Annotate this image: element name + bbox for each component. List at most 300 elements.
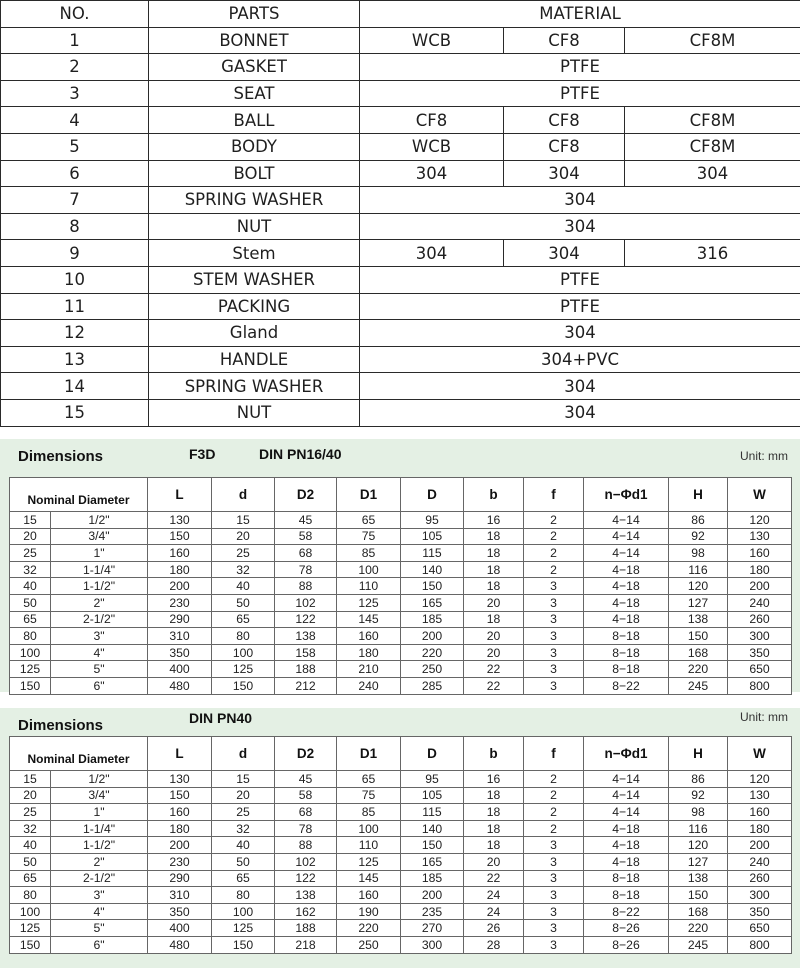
dimensions-row — [10, 920, 792, 937]
dimension-cell: 58 — [275, 528, 337, 545]
material-value: 304 — [360, 213, 800, 240]
parts-material-row — [1, 213, 800, 240]
dimension-cell: 162 — [275, 903, 337, 920]
parts-material-row — [1, 54, 800, 81]
dimensions-row — [10, 870, 792, 887]
dimension-cell: 2 — [524, 545, 584, 562]
dimension-cell: 32 — [10, 561, 51, 578]
dimension-cell: 350 — [148, 903, 212, 920]
dimension-cell: 180 — [148, 561, 212, 578]
parts-material-row — [1, 107, 800, 134]
dimension-cell: 3 — [524, 853, 584, 870]
dimensions-row — [10, 661, 792, 678]
dimension-cell: 160 — [337, 628, 401, 645]
parts-material-row — [1, 27, 800, 54]
dimension-cell: 18 — [464, 578, 524, 595]
header-no: NO. — [1, 1, 149, 28]
dimension-cell: 240 — [728, 853, 792, 870]
dimension-cell: 116 — [669, 561, 728, 578]
dimension-cell: 218 — [275, 936, 337, 953]
dimension-cell: 120 — [728, 512, 792, 529]
material-value: 304 — [360, 240, 504, 267]
dimension-cell: 480 — [148, 936, 212, 953]
dimension-cell: 160 — [148, 545, 212, 562]
dimension-cell: 20 — [212, 528, 275, 545]
part-name: STEM WASHER — [149, 266, 360, 293]
part-number: 1 — [1, 27, 149, 54]
dimension-cell: 8−26 — [584, 920, 669, 937]
dimension-cell: 95 — [401, 771, 464, 788]
dimension-cell: 4" — [51, 903, 148, 920]
dimension-cell: 92 — [669, 528, 728, 545]
dimension-cell: 120 — [669, 578, 728, 595]
dimension-cell: 138 — [275, 628, 337, 645]
header-material: MATERIAL — [360, 1, 800, 28]
column-header: D1 — [337, 737, 401, 771]
dimension-cell: 24 — [464, 887, 524, 904]
material-value: WCB — [360, 27, 504, 54]
dimension-cell: 180 — [337, 644, 401, 661]
dimension-cell: 25 — [10, 804, 51, 821]
column-header: H — [669, 478, 728, 512]
material-value: 304+PVC — [360, 346, 800, 373]
dimension-cell: 125 — [10, 920, 51, 937]
part-number: 9 — [1, 240, 149, 267]
dimensions-table-body — [10, 771, 792, 954]
dimension-cell: 150 — [669, 887, 728, 904]
parts-material-row — [1, 399, 800, 426]
column-header: W — [728, 737, 792, 771]
dimension-cell: 140 — [401, 820, 464, 837]
part-number: 10 — [1, 266, 149, 293]
dimension-cell: 100 — [10, 903, 51, 920]
dimension-cell: 165 — [401, 853, 464, 870]
material-value: 304 — [504, 160, 625, 187]
dimension-cell: 65 — [212, 870, 275, 887]
panel-standard: DIN PN40 — [189, 710, 253, 726]
dimension-cell: 4−14 — [584, 787, 669, 804]
dimensions-row — [10, 628, 792, 645]
material-value: 304 — [360, 320, 800, 347]
dimension-cell: 212 — [275, 677, 337, 694]
dimension-cell: 138 — [669, 611, 728, 628]
dimension-cell: 3/4" — [51, 528, 148, 545]
panel-unit: Unit: mm — [740, 449, 788, 463]
dimension-cell: 3" — [51, 887, 148, 904]
dimension-cell: 150 — [148, 787, 212, 804]
column-header-nominal-diameter: Nominal Diameter — [10, 737, 148, 771]
dimension-cell: 4−18 — [584, 561, 669, 578]
dimension-cell: 250 — [401, 661, 464, 678]
dimension-cell: 4" — [51, 644, 148, 661]
dimension-cell: 3 — [524, 644, 584, 661]
dimension-cell: 100 — [212, 644, 275, 661]
dimension-cell: 68 — [275, 804, 337, 821]
dimension-cell: 1" — [51, 804, 148, 821]
dimension-cell: 140 — [401, 561, 464, 578]
dimension-cell: 188 — [275, 920, 337, 937]
dimension-cell: 32 — [212, 561, 275, 578]
dimension-cell: 130 — [728, 787, 792, 804]
dimension-cell: 1-1/4" — [51, 561, 148, 578]
header-parts: PARTS — [149, 1, 360, 28]
dimension-cell: 20 — [464, 628, 524, 645]
column-header: D2 — [275, 737, 337, 771]
dimension-cell: 125 — [212, 661, 275, 678]
dimension-cell: 130 — [728, 528, 792, 545]
dimension-cell: 122 — [275, 870, 337, 887]
dimension-cell: 350 — [728, 903, 792, 920]
dimension-cell: 20 — [10, 528, 51, 545]
dimension-cell: 105 — [401, 528, 464, 545]
column-header: f — [524, 478, 584, 512]
dimension-cell: 1-1/4" — [51, 820, 148, 837]
dimension-cell: 100 — [337, 820, 401, 837]
dimension-cell: 138 — [669, 870, 728, 887]
dimension-cell: 180 — [148, 820, 212, 837]
dimensions-row — [10, 644, 792, 661]
column-header: W — [728, 478, 792, 512]
dimension-cell: 78 — [275, 820, 337, 837]
dimension-cell: 3 — [524, 870, 584, 887]
part-name: SEAT — [149, 80, 360, 107]
dimension-cell: 120 — [728, 771, 792, 788]
dimension-cell: 200 — [148, 837, 212, 854]
part-number: 2 — [1, 54, 149, 81]
parts-material-table-body — [1, 1, 800, 427]
panel-unit: Unit: mm — [740, 710, 788, 724]
dimension-cell: 300 — [728, 887, 792, 904]
dimension-cell: 75 — [337, 528, 401, 545]
dimension-cell: 120 — [669, 837, 728, 854]
dimension-cell: 22 — [464, 677, 524, 694]
dimension-cell: 3 — [524, 903, 584, 920]
dimension-cell: 260 — [728, 611, 792, 628]
part-name: Stem — [149, 240, 360, 267]
dimension-cell: 122 — [275, 611, 337, 628]
column-header-nominal-diameter: Nominal Diameter — [10, 478, 148, 512]
dimension-cell: 290 — [148, 611, 212, 628]
dimension-cell: 85 — [337, 804, 401, 821]
dimension-cell: 110 — [337, 578, 401, 595]
panel-standard: DIN PN16/40 — [259, 446, 342, 462]
dimension-cell: 8−22 — [584, 903, 669, 920]
parts-material-table-section — [0, 0, 800, 430]
dimension-cell: 80 — [10, 887, 51, 904]
dimension-cell: 40 — [10, 837, 51, 854]
panel-title: Dimensions — [18, 448, 104, 465]
dimension-cell: 4−18 — [584, 578, 669, 595]
part-name: HANDLE — [149, 346, 360, 373]
part-name: BALL — [149, 107, 360, 134]
dimensions-row — [10, 545, 792, 562]
dimension-cell: 3 — [524, 594, 584, 611]
dimension-cell: 15 — [212, 771, 275, 788]
dimension-cell: 25 — [10, 545, 51, 562]
dimension-cell: 4−14 — [584, 528, 669, 545]
dimension-cell: 200 — [401, 628, 464, 645]
dimensions-row — [10, 677, 792, 694]
part-name: BOLT — [149, 160, 360, 187]
part-name: SPRING WASHER — [149, 187, 360, 214]
dimensions-header-row — [10, 478, 792, 512]
dimension-cell: 115 — [401, 804, 464, 821]
dimension-cell: 130 — [148, 771, 212, 788]
part-name: BONNET — [149, 27, 360, 54]
dimensions-panel-f3d — [0, 439, 800, 692]
dimension-cell: 145 — [337, 870, 401, 887]
dimensions-row — [10, 820, 792, 837]
dimension-cell: 800 — [728, 936, 792, 953]
dimension-cell: 8−18 — [584, 628, 669, 645]
dimension-cell: 2" — [51, 853, 148, 870]
material-value: CF8M — [625, 133, 800, 160]
panel-code: F3D — [189, 446, 216, 462]
dimension-cell: 2 — [524, 512, 584, 529]
dimension-cell: 285 — [401, 677, 464, 694]
dimension-cell: 3 — [524, 661, 584, 678]
dimension-cell: 130 — [148, 512, 212, 529]
material-value: CF8 — [504, 133, 625, 160]
dimension-cell: 150 — [401, 837, 464, 854]
material-value: 304 — [504, 240, 625, 267]
parts-material-row — [1, 80, 800, 107]
dimension-cell: 480 — [148, 677, 212, 694]
parts-material-row — [1, 266, 800, 293]
dimensions-table — [9, 736, 792, 954]
dimension-cell: 20 — [464, 644, 524, 661]
dimension-cell: 22 — [464, 661, 524, 678]
dimension-cell: 2-1/2" — [51, 611, 148, 628]
dimension-cell: 160 — [337, 887, 401, 904]
dimension-cell: 98 — [669, 804, 728, 821]
dimension-cell: 1/2" — [51, 771, 148, 788]
dimension-cell: 350 — [148, 644, 212, 661]
parts-material-table — [0, 0, 800, 427]
dimension-cell: 150 — [401, 578, 464, 595]
dimensions-row — [10, 512, 792, 529]
material-value: CF8 — [504, 27, 625, 54]
column-header: D2 — [275, 478, 337, 512]
dimension-cell: 3 — [524, 611, 584, 628]
material-value: 304 — [360, 399, 800, 426]
dimension-cell: 15 — [212, 512, 275, 529]
dimension-cell: 40 — [10, 578, 51, 595]
part-name: NUT — [149, 399, 360, 426]
dimension-cell: 4−14 — [584, 545, 669, 562]
dimension-cell: 4−14 — [584, 771, 669, 788]
dimension-cell: 85 — [337, 545, 401, 562]
dimension-cell: 75 — [337, 787, 401, 804]
dimension-cell: 20 — [464, 594, 524, 611]
dimension-cell: 200 — [148, 578, 212, 595]
dimension-cell: 65 — [212, 611, 275, 628]
material-value: PTFE — [360, 293, 800, 320]
dimension-cell: 32 — [212, 820, 275, 837]
dimensions-row — [10, 837, 792, 854]
parts-material-row — [1, 160, 800, 187]
dimension-cell: 65 — [10, 870, 51, 887]
dimension-cell: 1/2" — [51, 512, 148, 529]
dimension-cell: 245 — [669, 677, 728, 694]
material-value: WCB — [360, 133, 504, 160]
dimension-cell: 18 — [464, 837, 524, 854]
dimension-cell: 2 — [524, 804, 584, 821]
dimension-cell: 25 — [212, 804, 275, 821]
part-number: 8 — [1, 213, 149, 240]
dimension-cell: 127 — [669, 853, 728, 870]
dimension-cell: 115 — [401, 545, 464, 562]
dimension-cell: 180 — [728, 820, 792, 837]
dimension-cell: 250 — [337, 936, 401, 953]
material-value: 304 — [360, 160, 504, 187]
dimension-cell: 180 — [728, 561, 792, 578]
part-number: 5 — [1, 133, 149, 160]
dimension-cell: 235 — [401, 903, 464, 920]
part-name: PACKING — [149, 293, 360, 320]
dimension-cell: 160 — [728, 804, 792, 821]
dimension-cell: 18 — [464, 611, 524, 628]
dimension-cell: 8−18 — [584, 661, 669, 678]
part-number: 3 — [1, 80, 149, 107]
part-number: 6 — [1, 160, 149, 187]
part-number: 7 — [1, 187, 149, 214]
dimension-cell: 1-1/2" — [51, 837, 148, 854]
material-value: 304 — [625, 160, 800, 187]
dimension-cell: 1-1/2" — [51, 578, 148, 595]
dimension-cell: 350 — [728, 644, 792, 661]
dimension-cell: 650 — [728, 661, 792, 678]
dimension-cell: 150 — [212, 677, 275, 694]
dimension-cell: 100 — [10, 644, 51, 661]
dimension-cell: 28 — [464, 936, 524, 953]
dimension-cell: 8−18 — [584, 870, 669, 887]
dimensions-row — [10, 853, 792, 870]
dimension-cell: 18 — [464, 804, 524, 821]
dimension-cell: 150 — [10, 936, 51, 953]
dimension-cell: 145 — [337, 611, 401, 628]
dimension-cell: 86 — [669, 771, 728, 788]
part-name: GASKET — [149, 54, 360, 81]
dimension-cell: 127 — [669, 594, 728, 611]
dimension-cell: 4−14 — [584, 512, 669, 529]
parts-material-header-row — [1, 1, 800, 28]
dimension-cell: 310 — [148, 887, 212, 904]
dimension-cell: 3 — [524, 628, 584, 645]
dimension-cell: 220 — [669, 920, 728, 937]
dimension-cell: 125 — [10, 661, 51, 678]
part-number: 12 — [1, 320, 149, 347]
dimension-cell: 15 — [10, 512, 51, 529]
part-number: 14 — [1, 373, 149, 400]
column-header: b — [464, 737, 524, 771]
dimension-cell: 240 — [337, 677, 401, 694]
material-value: PTFE — [360, 80, 800, 107]
dimension-cell: 15 — [10, 771, 51, 788]
dimension-cell: 18 — [464, 820, 524, 837]
dimension-cell: 185 — [401, 870, 464, 887]
dimension-cell: 190 — [337, 903, 401, 920]
dimension-cell: 3/4" — [51, 787, 148, 804]
dimension-cell: 65 — [10, 611, 51, 628]
dimension-cell: 3 — [524, 887, 584, 904]
dimension-cell: 95 — [401, 512, 464, 529]
dimension-cell: 5" — [51, 661, 148, 678]
material-value: 304 — [360, 187, 800, 214]
dimension-cell: 98 — [669, 545, 728, 562]
dimensions-panel-pn40 — [0, 708, 800, 968]
dimension-cell: 92 — [669, 787, 728, 804]
dimension-cell: 150 — [669, 628, 728, 645]
dimensions-row — [10, 561, 792, 578]
dimension-cell: 3 — [524, 578, 584, 595]
column-header: d — [212, 737, 275, 771]
column-header: D — [401, 737, 464, 771]
material-value: PTFE — [360, 54, 800, 81]
dimension-cell: 4−18 — [584, 594, 669, 611]
column-header: n−Φd1 — [584, 737, 669, 771]
dimension-cell: 138 — [275, 887, 337, 904]
parts-material-row — [1, 320, 800, 347]
dimensions-row — [10, 887, 792, 904]
dimension-cell: 185 — [401, 611, 464, 628]
dimension-cell: 50 — [10, 853, 51, 870]
dimension-cell: 3 — [524, 837, 584, 854]
dimension-cell: 58 — [275, 787, 337, 804]
dimension-cell: 125 — [212, 920, 275, 937]
dimensions-row — [10, 787, 792, 804]
dimension-cell: 100 — [337, 561, 401, 578]
part-name: NUT — [149, 213, 360, 240]
dimension-cell: 116 — [669, 820, 728, 837]
material-value: CF8M — [625, 107, 800, 134]
dimensions-table-body — [10, 512, 792, 695]
dimension-cell: 3 — [524, 936, 584, 953]
dimension-cell: 245 — [669, 936, 728, 953]
part-name: Gland — [149, 320, 360, 347]
material-value: PTFE — [360, 266, 800, 293]
dimension-cell: 88 — [275, 578, 337, 595]
dimension-cell: 50 — [10, 594, 51, 611]
dimension-cell: 300 — [401, 936, 464, 953]
dimension-cell: 4−18 — [584, 853, 669, 870]
dimension-cell: 110 — [337, 837, 401, 854]
dimension-cell: 5" — [51, 920, 148, 937]
part-number: 11 — [1, 293, 149, 320]
dimensions-row — [10, 528, 792, 545]
material-value: CF8 — [504, 107, 625, 134]
dimension-cell: 310 — [148, 628, 212, 645]
dimension-cell: 220 — [401, 644, 464, 661]
dimension-cell: 2 — [524, 561, 584, 578]
dimension-cell: 86 — [669, 512, 728, 529]
dimension-cell: 4−14 — [584, 804, 669, 821]
dimension-cell: 80 — [10, 628, 51, 645]
dimensions-row — [10, 936, 792, 953]
dimension-cell: 160 — [728, 545, 792, 562]
part-number: 4 — [1, 107, 149, 134]
dimension-cell: 2 — [524, 771, 584, 788]
dimension-cell: 4−18 — [584, 611, 669, 628]
dimensions-row — [10, 594, 792, 611]
dimension-cell: 45 — [275, 771, 337, 788]
dimension-cell: 150 — [212, 936, 275, 953]
dimension-cell: 165 — [401, 594, 464, 611]
column-header: d — [212, 478, 275, 512]
dimension-cell: 400 — [148, 661, 212, 678]
dimensions-row — [10, 611, 792, 628]
dimension-cell: 16 — [464, 771, 524, 788]
